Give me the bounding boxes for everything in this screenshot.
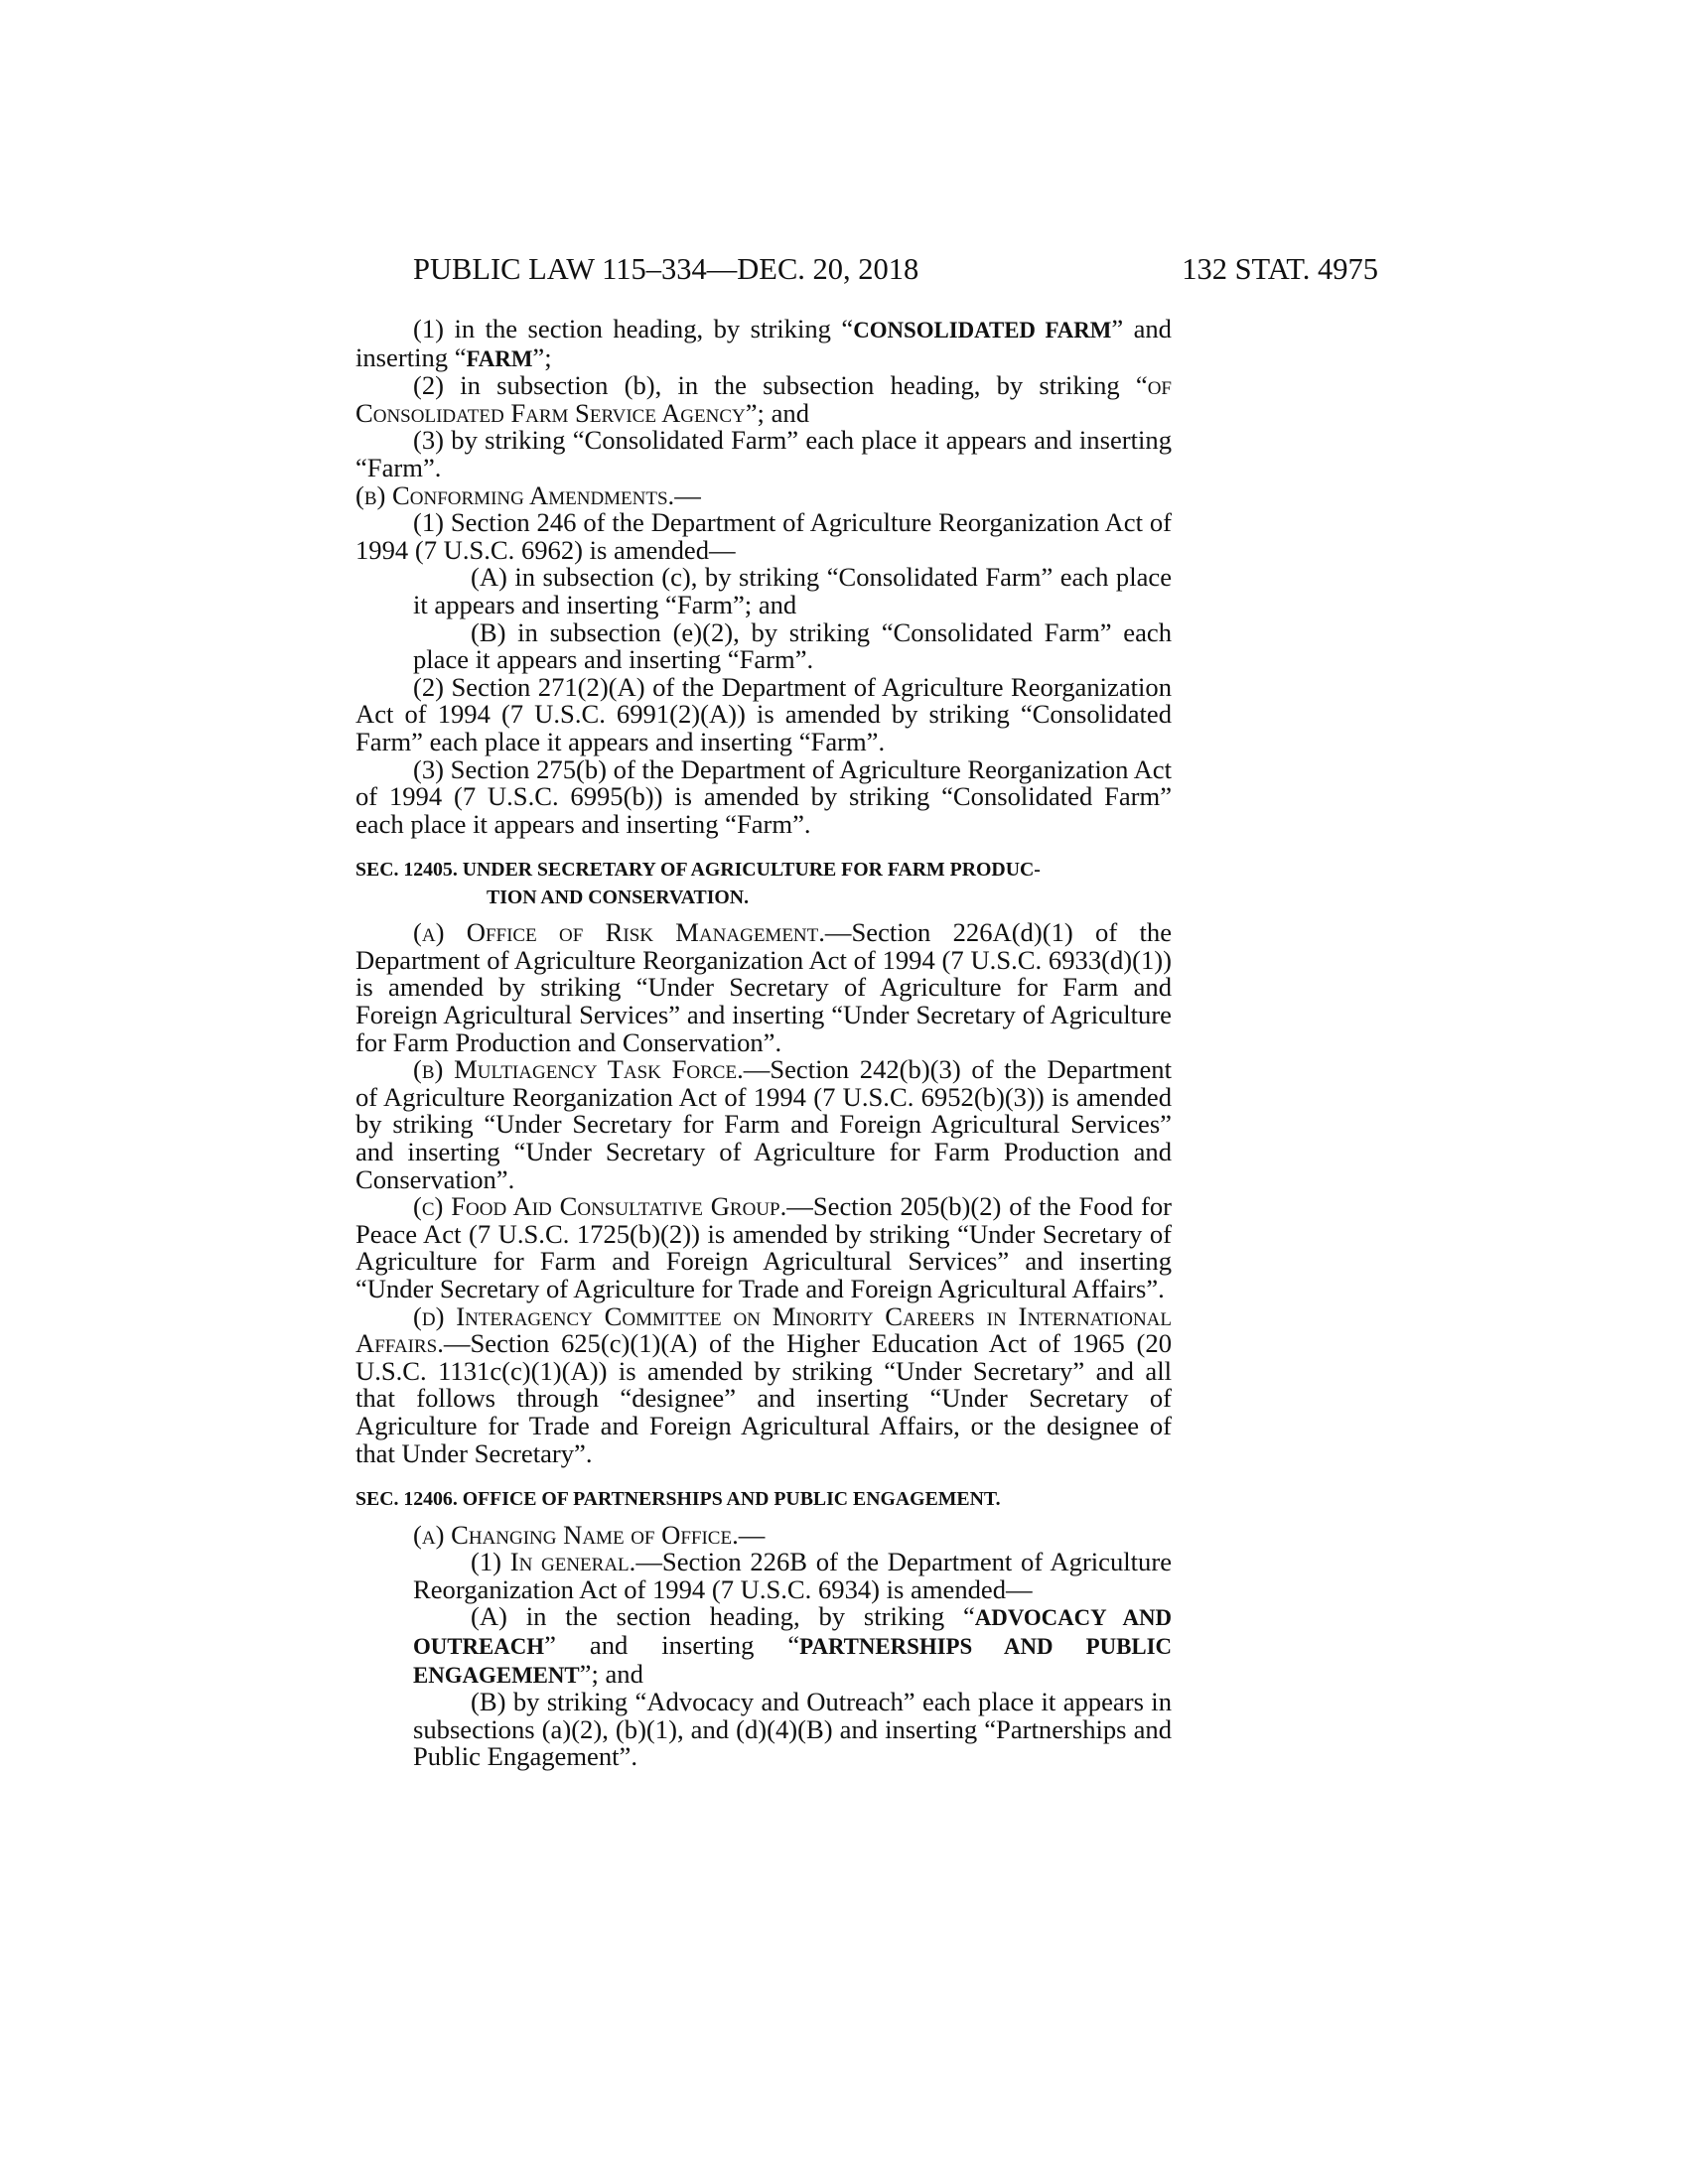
paragraph-b1: (1) Section 246 of the Department of Agriculture Reorganization Act of 1994 (7 U.S.C. 6962) is amended— [355,507,1172,565]
paragraph-b3: (3) Section 275(b) of the Department of Agriculture Reorganization Act of 1994 (7 U.S.C. 6995(b)) is amended by striking “Consolidated Farm” each place it appears and inserting “Farm”. [355,753,1172,839]
paragraph-a1: (1) In general.—Section 226B of the Department of Agriculture Reorganization Act of 1994 (7 U.S.C. 6934) is amended— [413,1547,1172,1604]
paragraph-b1-B: (B) in subsection (e)(2), by striking “Consolidated Farm” each place it appears and inserting “Farm”. [413,616,1172,675]
section-12405-heading: SEC. 12405. UNDER SECRETARY OF AGRICULTURE FOR FARM PRODUC- TION AND CONSERVATION. [355,859,1041,908]
section-12406-heading: SEC. 12406. OFFICE OF PARTNERSHIPS AND PUBLIC ENGAGEMENT. [355,1488,1001,1511]
paragraph-a-risk-management: (a) Office of Risk Management.—Section 226A(d)(1) of the Department of Agriculture Reorganization Act of 1994 (7 U.S.C. 6933(d)(1)) is amended by striking “Under Secretary of Agriculture for Farm and Foreign Agricultural Services” and inserting “Under Secretary of Agriculture for Farm Production and Conservation”. [355,917,1172,1057]
paragraph-2: (2) in subsection (b), in the subsection heading, by striking “of Consolidated Farm Service Agency”; and [355,370,1172,428]
paragraph-b2: (2) Section 271(2)(A) of the Department of Agriculture Reorganization Act of 1994 (7 U.S.C. 6991(2)(A)) is amended by striking “Consolidated Farm” each place it appears and inserting “Farm”. [355,671,1172,756]
paragraph-b1-A: (A) in subsection (c), by striking “Consolidated Farm” each place it appears and inserting “Farm”; and [413,562,1172,619]
paragraph-a1-A: (A) in the section heading, by striking “ADVOCACY AND OUTREACH” and inserting “PARTNERSHIPS AND PUBLIC ENGAGEMENT”; and [413,1601,1172,1689]
paragraph-a1-B: (B) by striking “Advocacy and Outreach” each place it appears in subsections (a)(2), (b)(1), and (d)(4)(B) and inserting “Partnerships and Public Engagement”. [413,1687,1172,1772]
header-stat-citation: 132 STAT. 4975 [1182,252,1378,286]
header-title: PUBLIC LAW 115–334—DEC. 20, 2018 [413,252,919,286]
paragraph-1: (1) in the section heading, by striking “CONSOLIDATED FARM” and inserting “FARM”; [355,314,1172,372]
paragraph-c-food-aid: (c) Food Aid Consultative Group.—Section 205(b)(2) of the Food for Peace Act (7 U.S.C. 1725(b)(2)) is amended by striking “Under Secretary of Agriculture for Farm and Foreign Agricultural Services” and inserting “Under Secretary of Agriculture for Trade and Foreign Agricultural Affairs”. [355,1191,1173,1303]
paragraph-3: (3) by striking “Consolidated Farm” each place it appears and inserting “Farm”. [355,425,1172,482]
paragraph-d-interagency: (d) Interagency Committee on Minority Careers in International Affairs.—Section 625(c)(1)(A) of the Higher Education Act of 1965 (20 U.S.C. 1131c(c)(1)(A)) is amended by striking “Under Secretary” and all that follows through “designee” and inserting “Under Secretary of Agriculture for Trade and Foreign Agricultural Affairs, or the designee of that Under Secretary”. [355,1300,1172,1468]
document-body [355,316,1172,1771]
subsection-b-heading: (b) Conforming Amendments.— [355,479,701,510]
paragraph-b-task-force: (b) Multiagency Task Force.—Section 242(b)(3) of the Department of Agriculture Reorganization Act of 1994 (7 U.S.C. 6952(b)(3)) is amended by striking “Under Secretary for Farm and Foreign Agricultural Services” and inserting “Under Secretary of Agriculture for Farm Production and Conservation”. [355,1054,1172,1194]
subsection-a-heading: (a) Changing Name of Office.— [413,1519,766,1550]
